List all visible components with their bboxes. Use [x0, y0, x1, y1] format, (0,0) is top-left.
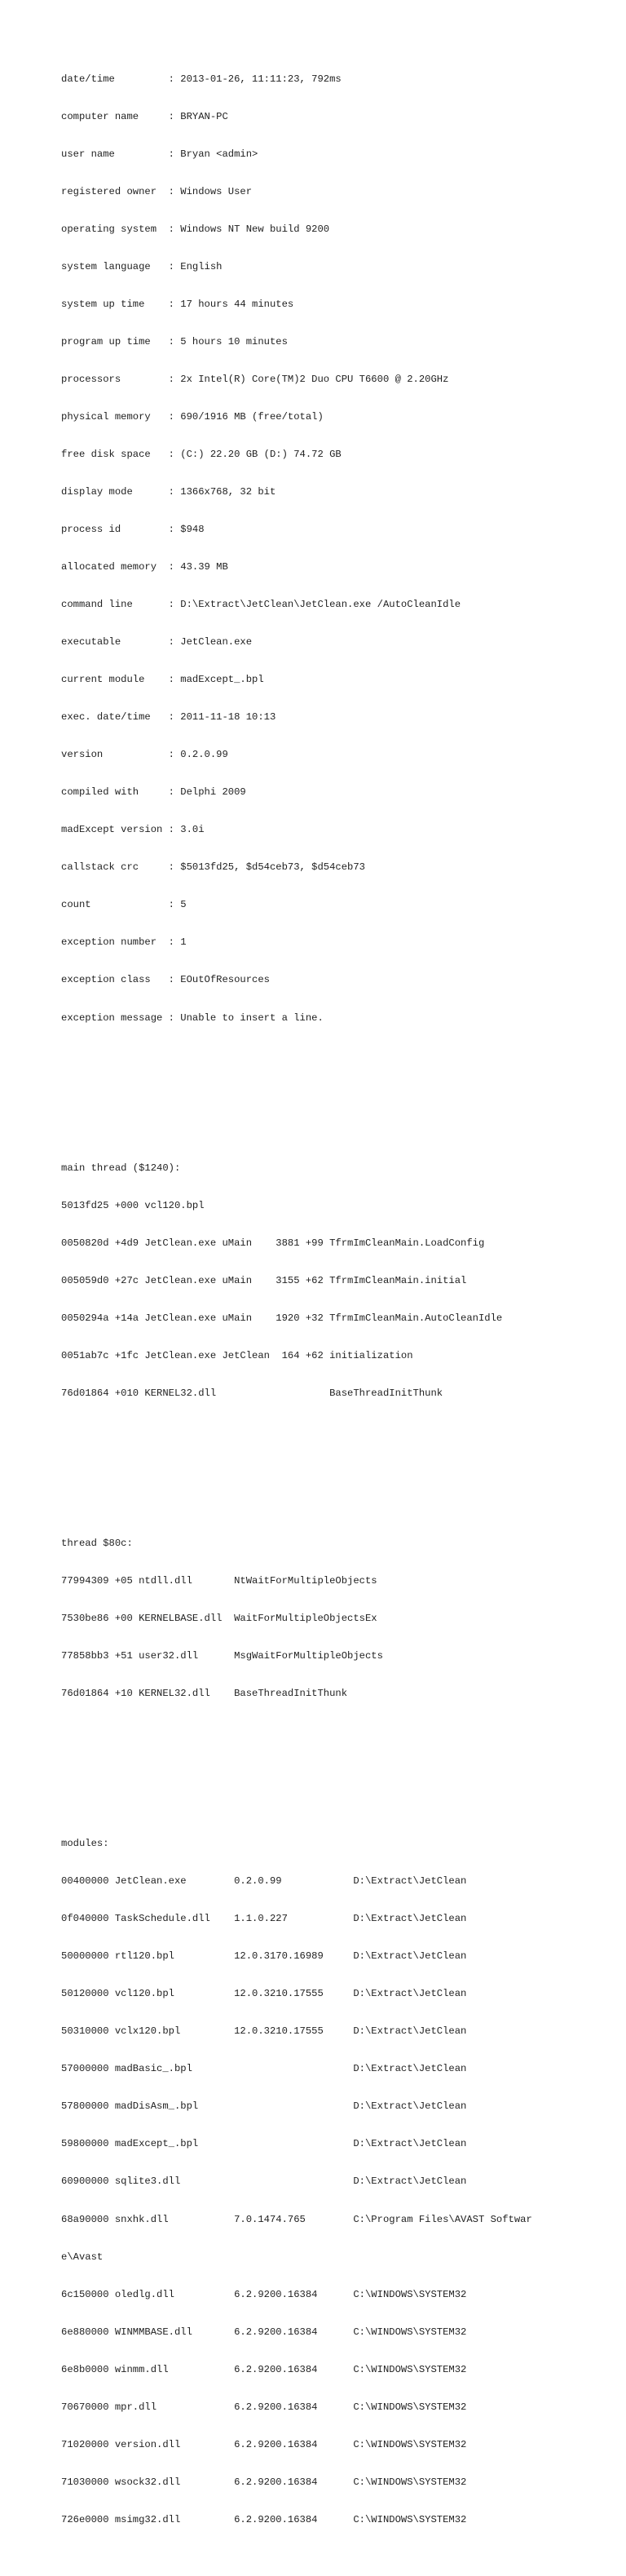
- modules-section: [61, 1813, 624, 2552]
- module-line: 60900000 sqlite3.dll D:\Extract\JetClean: [61, 2175, 467, 2188]
- module-line: 0f040000 TaskSchedule.dll 1.1.0.227 D:\Extract\JetClean: [61, 1913, 467, 1925]
- info-line: current module : madExcept_.bpl: [61, 674, 264, 686]
- module-line-wrap: e\Avast: [61, 2251, 104, 2263]
- module-line: 726e0000 msimg32.dll 6.2.9200.16384 C:\WINDOWS\SYSTEM32: [61, 2513, 467, 2525]
- info-line: executable : JetClean.exe: [61, 636, 253, 648]
- info-line: exec. date/time : 2011-11-18 10:13: [61, 711, 276, 724]
- main-thread-section: [61, 1137, 624, 1425]
- section-spacer: [61, 1463, 624, 1475]
- module-line: 50120000 vcl120.bpl 12.0.3210.17555 D:\Extract\JetClean: [61, 1988, 467, 2000]
- stack-frame-line: 7530be86 +00 KERNELBASE.dll WaitForMultipleObjectsEx: [61, 1613, 377, 1624]
- info-line: command line : D:\Extract\JetClean\JetClean.exe /AutoCleanIdle: [61, 599, 461, 611]
- thread-80c-section: [61, 1512, 624, 1725]
- section-spacer: [61, 1087, 624, 1100]
- info-line: free disk space : (C:) 22.20 GB (D:) 74.72 GB: [61, 449, 342, 461]
- info-line: date/time : 2013-01-26, 11:11:23, 792ms: [61, 73, 342, 85]
- info-line: display mode : 1366x768, 32 bit: [61, 486, 276, 498]
- info-line: callstack crc : $5013fd25, $d54ceb73, $d54ceb73: [61, 861, 365, 874]
- modules-heading: modules:: [61, 1838, 109, 1850]
- info-line: count : 5: [61, 899, 187, 911]
- stack-frame-line: 77858bb3 +51 user32.dll MsgWaitForMultipleObjects: [61, 1650, 383, 1662]
- stack-frame-line: 0050820d +4d9 JetClean.exe uMain 3881 +99 TfrmImCleanMain.LoadConfig: [61, 1237, 485, 1249]
- thread-heading: thread $80c:: [61, 1537, 133, 1549]
- info-line: operating system : Windows NT New build 9200: [61, 223, 330, 235]
- module-line: 68a90000 snxhk.dll 7.0.1474.765 C:\Program Files\AVAST Softwar: [61, 2213, 532, 2225]
- module-line: 70670000 mpr.dll 6.2.9200.16384 C:\WINDOWS\SYSTEM32: [61, 2401, 467, 2413]
- module-line: 71020000 version.dll 6.2.9200.16384 C:\WINDOWS\SYSTEM32: [61, 2438, 467, 2450]
- module-line: 00400000 JetClean.exe 0.2.0.99 D:\Extract\JetClean: [61, 1875, 467, 1888]
- info-line: registered owner : Windows User: [61, 185, 253, 197]
- bug-report-document: [61, 11, 624, 2576]
- stack-frame-line: 76d01864 +010 KERNEL32.dll BaseThreadInitThunk: [61, 1387, 443, 1399]
- module-line: 50310000 vclx120.bpl 12.0.3210.17555 D:\Extract\JetClean: [61, 2025, 467, 2038]
- module-line: 50000000 rtl120.bpl 12.0.3170.16989 D:\Extract\JetClean: [61, 1950, 467, 1963]
- section-spacer: [61, 1763, 624, 1775]
- module-line: 6e880000 WINMMBASE.dll 6.2.9200.16384 C:\WINDOWS\SYSTEM32: [61, 2326, 467, 2338]
- info-line: compiled with : Delphi 2009: [61, 786, 246, 799]
- info-line: processors : 2x Intel(R) Core(TM)2 Duo CPU T6600 @ 2.20GHz: [61, 373, 449, 385]
- info-line: system language : English: [61, 260, 223, 272]
- system-info-section: [61, 48, 624, 1050]
- info-line: exception class : EOutOfResources: [61, 974, 270, 986]
- module-line: 6e8b0000 winmm.dll 6.2.9200.16384 C:\WINDOWS\SYSTEM32: [61, 2363, 467, 2375]
- module-line: 57800000 madDisAsm_.bpl D:\Extract\JetClean: [61, 2100, 467, 2113]
- info-line: user name : Bryan <admin>: [61, 148, 258, 160]
- info-line: program up time : 5 hours 10 minutes: [61, 335, 288, 347]
- module-line: 59800000 madExcept_.bpl D:\Extract\JetClean: [61, 2138, 467, 2150]
- info-line: system up time : 17 hours 44 minutes: [61, 298, 294, 310]
- module-line: 6c150000 oledlg.dll 6.2.9200.16384 C:\WINDOWS\SYSTEM32: [61, 2288, 467, 2300]
- info-line: version : 0.2.0.99: [61, 749, 228, 761]
- module-line: 57000000 madBasic_.bpl D:\Extract\JetClean: [61, 2063, 467, 2075]
- info-line: process id : $948: [61, 524, 205, 536]
- info-line: computer name : BRYAN-PC: [61, 110, 228, 122]
- stack-frame-line: 77994309 +05 ntdll.dll NtWaitForMultipleObjects: [61, 1574, 377, 1587]
- info-line: physical memory : 690/1916 MB (free/total): [61, 411, 324, 423]
- stack-frame-line: 76d01864 +10 KERNEL32.dll BaseThreadInitThunk: [61, 1688, 348, 1700]
- info-line: exception message : Unable to insert a line.: [61, 1011, 324, 1024]
- stack-frame-line: 005059d0 +27c JetClean.exe uMain 3155 +62 TfrmImCleanMain.initial: [61, 1274, 467, 1286]
- info-line: allocated memory : 43.39 MB: [61, 561, 228, 573]
- stack-frame-line: 0051ab7c +1fc JetClean.exe JetClean 164 +62 initialization: [61, 1349, 413, 1361]
- main-thread-heading: main thread ($1240):: [61, 1162, 181, 1174]
- module-line: 71030000 wsock32.dll 6.2.9200.16384 C:\WINDOWS\SYSTEM32: [61, 2476, 467, 2488]
- stack-frame-line: 5013fd25 +000 vcl120.bpl: [61, 1199, 205, 1211]
- stack-frame-line: 0050294a +14a JetClean.exe uMain 1920 +32 TfrmImCleanMain.AutoCleanIdle: [61, 1312, 503, 1324]
- info-line: madExcept version : 3.0i: [61, 824, 205, 836]
- info-line: exception number : 1: [61, 936, 187, 949]
